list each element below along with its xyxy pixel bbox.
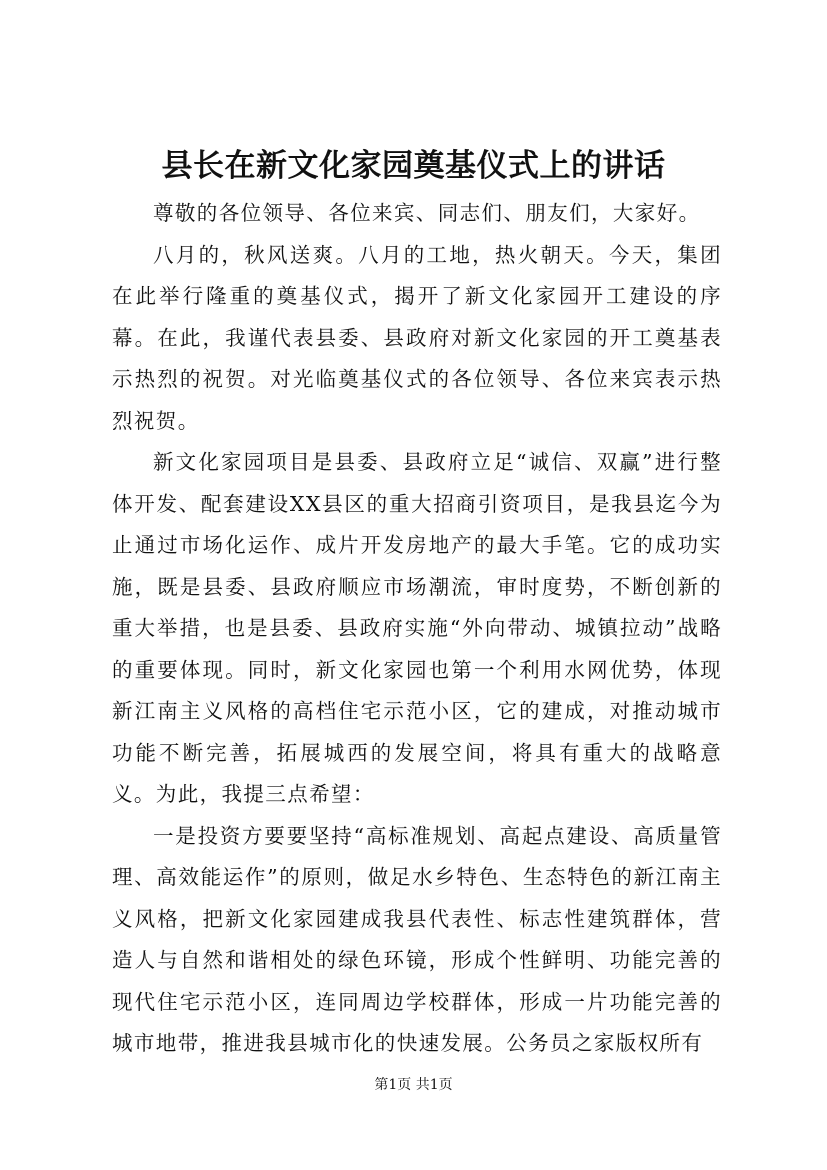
document-body	[112, 193, 722, 1065]
greeting-paragraph: 尊敬的各位领导、各位来宾、同志们、朋友们，大家好。	[153, 201, 701, 225]
page-number-footer: 第1页 共1页	[374, 1077, 453, 1093]
document-title: 县长在新文化家园奠基仪式上的讲话	[161, 148, 666, 184]
opening-paragraph: 八月的，秋风送爽。八月的工地，热火朝天。今天，集团在此举行隆重的奠基仪式，揭开了新文化家园开工建设的序幕。在此，我谨代表县委、县政府对新文化家园的开工奠基表示热烈的祝贺。对光临奠基仪式的各位领导、各位来宾表示热烈祝贺。	[112, 242, 722, 433]
hope-one-paragraph: 一是投资方要要坚持“高标准规划、高起点建设、高质量管理、高效能运作”的原则，做足水乡特色、生态特色的新江南主义风格，把新文化家园建成我县代表性、标志性建筑群体，营造人与自然和谐相处的绿色环镜，形成个性鲜明、功能完善的现代住宅示范小区，连同周边学校群体，形成一片功能完善的城市地带，推进我县城市化的快速发展。公务员之家版权所有	[112, 823, 722, 1055]
project-paragraph: 新文化家园项目是县委、县政府立足“诚信、双赢”进行整体开发、配套建设XX县区的重大招商引资项目，是我县迄今为止通过市场化运作、成片开发房地产的最大手笔。它的成功实施，既是县委、县政府顺应市场潮流，审时度势，不断创新的重大举措，也是县委、县政府实施“外向带动、城镇拉动”战略的重要体现。同时，新文化家园也第一个利用水网优势，体现新江南主义风格的高档住宅示范小区，它的建成，对推动城市功能不断完善，拓展城西的发展空间，将具有重大的战略意义。为此，我提三点希望：	[112, 450, 722, 806]
